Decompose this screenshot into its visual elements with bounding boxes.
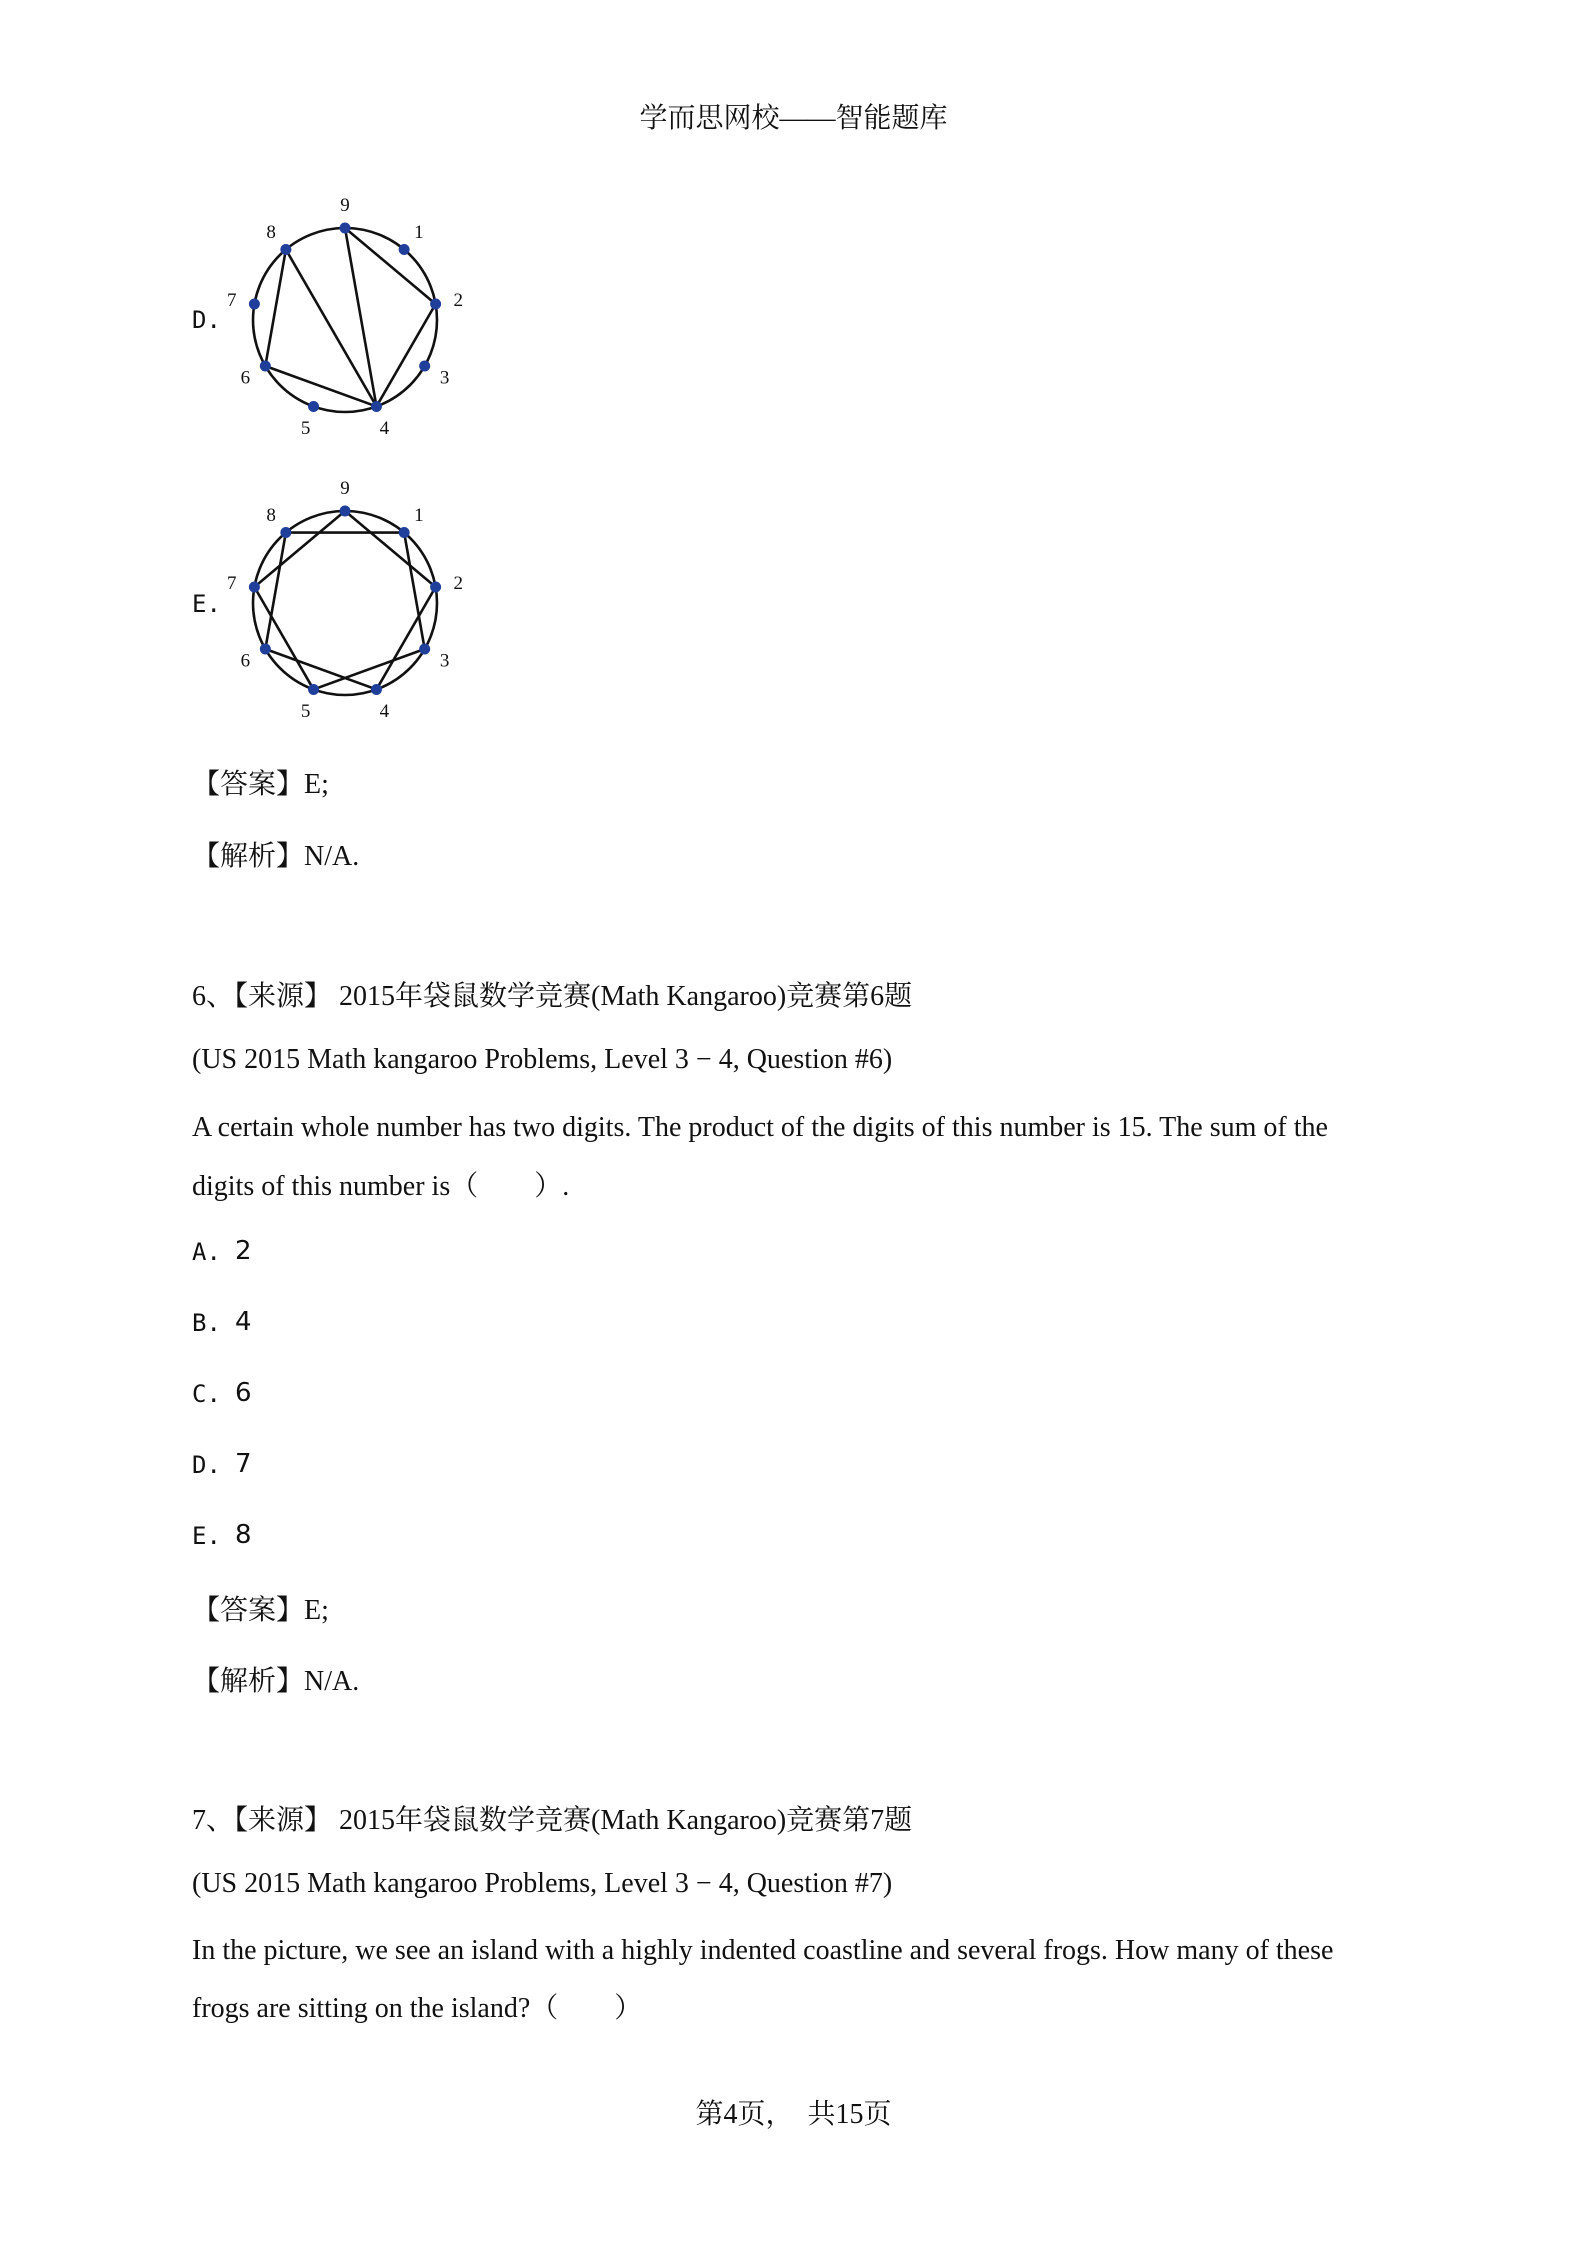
option-e-segment-4-2 [376,587,435,689]
option-e-point-label-6: 6 [240,650,251,672]
option-d-point-8 [280,244,291,255]
option-d-point-label-5: 5 [300,418,311,440]
option-d-point-label-1: 1 [414,221,424,243]
option-e-circle [253,511,437,695]
q5-analysis [192,834,359,874]
option-e-point-label-3: 3 [439,650,450,672]
option-d-point-1 [399,244,410,255]
q6-reference-line: (US 2015 Math kangaroo Problems, Level 3 − 4, Question #6) [192,1044,893,1075]
q6-option-a-letter: A. [192,1238,221,1266]
answer-value: E; [304,769,329,800]
q6-option-e-value: 8 [235,1520,252,1550]
answer-value: E; [304,1595,329,1626]
option-e-point-label-5: 5 [300,701,311,723]
option-e-point-label-1: 1 [414,504,424,526]
q6-option-c-letter: C. [192,1380,221,1408]
q6-stem-line-2: digits of this number is（ ）. [192,1171,570,1202]
option-d-point-9 [340,223,351,234]
page-footer-number: 第4页， 共15页 [695,2099,892,2130]
option-d-point-4 [371,401,382,412]
answer-label: 【答案】 [192,769,305,800]
q6-stem-line-1: A certain whole number has two digits. The product of the digits of this number is 15. The sum of the [192,1112,1328,1143]
q7-source-line: 7、【来源】 2015年袋鼠数学竞赛(Math Kangaroo)竞赛第7题 [192,1805,913,1836]
option-e-point-7 [249,582,260,593]
option-e-point-4 [371,684,382,695]
option-d-circle [253,228,437,412]
option-e-point-5 [308,684,319,695]
option-e-point-3 [419,644,430,655]
q6-answer [192,1588,329,1628]
option-e-figure [226,478,470,728]
option-d-point-2 [430,299,441,310]
analysis-label: 【解析】 [192,841,305,872]
option-d-point-label-8: 8 [266,221,276,243]
option-e-point-label-2: 2 [453,573,464,595]
option-d-point-label-4: 4 [379,418,390,440]
option-d-point-3 [419,361,430,372]
q6-option-b-letter: B. [192,1309,221,1337]
q6-option-e-letter: E. [192,1522,221,1550]
q7-stem-line-2: frogs are sitting on the island?（ ） [192,1993,643,2024]
q6-option-a-value: 2 [235,1236,252,1266]
option-d-label: D. [192,306,221,334]
q7-reference-line: (US 2015 Math kangaroo Problems, Level 3 − 4, Question #7) [192,1868,893,1899]
option-e-segment-7-5 [254,587,313,689]
analysis-label: 【解析】 [192,1666,305,1697]
q6-option-d-value: 7 [235,1449,252,1479]
analysis-value: N/A. [304,1666,360,1697]
option-d-point-6 [260,361,271,372]
option-e-label: E. [192,590,221,618]
q6-option-c-value: 6 [235,1378,252,1408]
option-e-point-label-7: 7 [226,573,237,595]
q6-option-d-letter: D. [192,1451,221,1479]
q6-source-line: 6、【来源】 2015年袋鼠数学竞赛(Math Kangaroo)竞赛第6题 [192,981,913,1012]
option-e-point-6 [260,644,271,655]
analysis-value: N/A. [304,841,360,872]
q5-answer [192,762,329,802]
option-e-point-8 [280,527,291,538]
option-d-point-label-3: 3 [439,367,450,389]
option-d-point-label-9: 9 [340,195,350,216]
option-e-point-label-8: 8 [266,504,276,526]
option-d-figure [226,195,470,445]
option-e-point-1 [399,527,410,538]
option-e-point-label-4: 4 [379,701,390,723]
option-d-segment-2-4 [376,304,435,406]
answer-label: 【答案】 [192,1595,305,1626]
option-e-point-9 [340,506,351,517]
page-header-title: 学而思网校——智能题库 [639,103,948,134]
q7-stem-line-1: In the picture, we see an island with a highly indented coastline and several frogs. How many of these [192,1935,1334,1966]
q6-analysis [192,1659,359,1699]
q6-option-b-value: 4 [235,1307,252,1337]
option-d-point-label-6: 6 [240,367,251,389]
option-d-point-label-2: 2 [453,290,464,312]
option-e-point-label-9: 9 [340,478,350,499]
option-e-point-2 [430,582,441,593]
option-d-point-7 [249,299,260,310]
option-d-point-5 [308,401,319,412]
option-d-point-label-7: 7 [226,290,237,312]
